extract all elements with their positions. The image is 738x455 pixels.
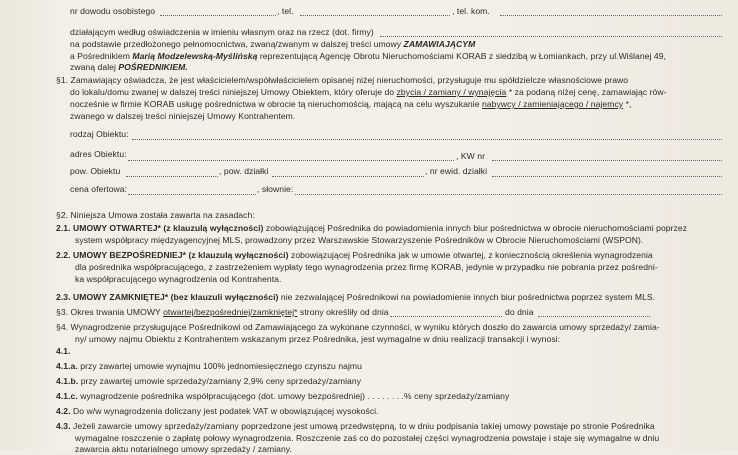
property-area-field[interactable] <box>126 176 218 177</box>
start-date-field[interactable] <box>390 316 502 317</box>
s4-3-line1: 4.3. Jeżeli zawarcie umowy sprzedaży/zamiany poprzedzone jest umową przedwstępną, to w dniu podpisania takiej umowy powstaje po stronie Pośrednika <box>56 421 655 431</box>
agent-name: Marią Modzelewską-Myślińską <box>132 51 258 61</box>
price-words-label: , słownie: <box>257 184 294 194</box>
s4-1-label: 4.1. <box>56 346 71 356</box>
s2-intro: §2. Niniejsza Umowa została zawarta na zasadach: <box>56 210 255 220</box>
s4-line1: §4. Wynagrodzenie przysługujące Pośrednikowi od Zamawiającego za wykonane czynności, w wyniku których doszło do zawarcia umowy sprzedaży/ zamia- <box>56 322 660 332</box>
price-field[interactable] <box>128 194 256 195</box>
phone-field[interactable] <box>300 15 450 16</box>
id-number-label: nr dowodu osobistego <box>70 6 156 16</box>
s1-line4: zwanego w dalszej treści niniejszej Umowy Kontrahentem. <box>70 111 296 121</box>
s2-2-line2: dla pośrednika współpracującego, z zastrzeżeniem wypłaty tego wynagrodzenia przez firmę KORAB, jedynie w przypadku nie pobrania przez pośredni- <box>75 262 658 272</box>
plot-number-field[interactable] <box>492 176 722 177</box>
property-area-label: pow. Obiektu <box>70 166 121 176</box>
land-register-label: , KW nr <box>456 151 485 161</box>
property-address-field[interactable] <box>128 160 454 161</box>
agent-text: a Pośrednikiem Marią Modzelewską-Myślińską reprezentującą Agencję Obrotu Nieruchomościami KORAB z siedzibą w Łomiankach, przy ul.Wiślanej 49, <box>70 51 666 61</box>
property-type-label: rodzaj Obiektu: <box>70 129 129 139</box>
ordering-party-term: ZAMAWIAJĄCYM <box>403 39 476 49</box>
agent-term: POŚREDNIKIEM. <box>118 62 188 72</box>
plot-area-label: , pow. działki <box>219 166 269 176</box>
s1-line3: nocześnie w firmie KORAB usługę pośrednictwa w obrocie tą nieruchomością, mającą na celu wyszukanie nabywcy / zamieniającego / najemcy *, <box>70 99 632 109</box>
plot-area-field[interactable] <box>272 176 424 177</box>
s1-line2: do lokalu/domu zwanej w dalszej treści niniejszej Umowy Obiektem, który oferuje do zbycia / zamiany / wynajęcia * za podaną niżej cenę, zamawiając rów- <box>70 87 667 97</box>
plot-number-label: , nr ewid. działki <box>425 166 488 176</box>
s4-3-line2: wymagalne roszczenie o zapłatę połowy wynagrodzenia. Roszczenie zaś co do pozostałej części wynagrodzenia powstaje i staje się wymagalne w dniu <box>75 433 660 443</box>
mobile-label: , tel. kom. <box>452 6 490 16</box>
acting-text: działającym według oświadczenia w imieniu własnym oraz na rzecz (dot. firmy) <box>70 27 374 37</box>
property-type-field[interactable] <box>132 139 722 140</box>
s3-line: §3. Okres trwania UMOWY otwartej/bezpośredniej/zamkniętej* strony określiły od dnia <box>56 307 389 317</box>
price-label: cena ofertowa: <box>70 184 128 194</box>
s2-1-line2: system współpracy międzyagencyjnej MLS, prowadzony przez Warszawskie Stowarzyszenie Pośredników w Obrocie Nieruchomościami (WSPON). <box>75 235 644 245</box>
s2-3-line: 2.3. UMOWY ZAMKNIĘTEJ* (bez klauzuli wyłączności) nie zezwalającej Pośrednikowi na powiadomienie innych biur pośrednictwa poprzez system MLS. <box>56 292 656 302</box>
mobile-field[interactable] <box>500 15 722 16</box>
id-number-field[interactable] <box>160 15 276 16</box>
end-date-label: do dnia <box>505 307 534 317</box>
price-words-field[interactable] <box>295 194 722 195</box>
s4-2-line: 4.2. Do w/w wynagrodzenia doliczany jest podatek VAT w obowiązującej wysokości. <box>56 406 379 416</box>
s2-1-line1: 2.1. UMOWY OTWARTEJ* (z klauzulą wyłączności) zobowiązującej Pośrednika do powiadomienia innych biur pośrednictwa w obrocie nieruchomościami poprzez <box>56 223 688 233</box>
s4-3-line3: zawarcia aktu notarialnego umowy sprzedaży / zamiany. <box>75 444 292 454</box>
s1-line1: §1. Zamawiający oświadcza, że jest właścicielem/współwłaścicielem opisanej niżej nieruchomości, przysługuje mu spółdzielcze własnościowe prawo <box>56 75 629 85</box>
s2-2-line3: ka współpracującego wynagrodzenia od Kontrahenta. <box>75 274 282 284</box>
s2-2-line1: 2.2. UMOWY BEZPOŚREDNIEJ* (z klauzulą wyłączności) zobowiązującej Pośrednika jak w umowie otwartej, z koniecznością określenia wynagrodzenia <box>56 250 653 260</box>
s4-1a-line: 4.1.a. przy zawartej umowie wynajmu 100% jednomiesięcznego czynszu najmu <box>56 361 362 371</box>
company-field[interactable] <box>380 36 722 37</box>
s4-1b-line: 4.1.b. przy zawartej umowie sprzedaży/zamiany 2,9% ceny sprzedaży/zamiany <box>56 376 362 386</box>
s4-line2: ny/ umowy najmu Obiektu z Kontrahentem wskazanym przez Pośrednika, jest wymagalne w dniu realizacji transakcji i wynosi: <box>75 334 561 344</box>
agent-term-text: zwaną dalej POŚREDNIKIEM. <box>70 62 188 72</box>
power-of-attorney-text: na podstawie przedłożonego pełnomocnictwa, zwaną/zwanym w dalszej treści umowy ZAMAWIAJĄCYM <box>70 39 476 49</box>
end-date-field[interactable] <box>538 316 650 317</box>
property-address-label: adres Obiektu: <box>70 149 127 159</box>
s4-1c-line: 4.1.c. wynagrodzenie pośrednika współpracującego (dot. umowy bezpośredniej) . . . . . . . .% ceny sprzedaży/zamiany <box>56 391 510 401</box>
land-register-field[interactable] <box>492 160 722 161</box>
phone-label: , tel. <box>277 6 294 16</box>
